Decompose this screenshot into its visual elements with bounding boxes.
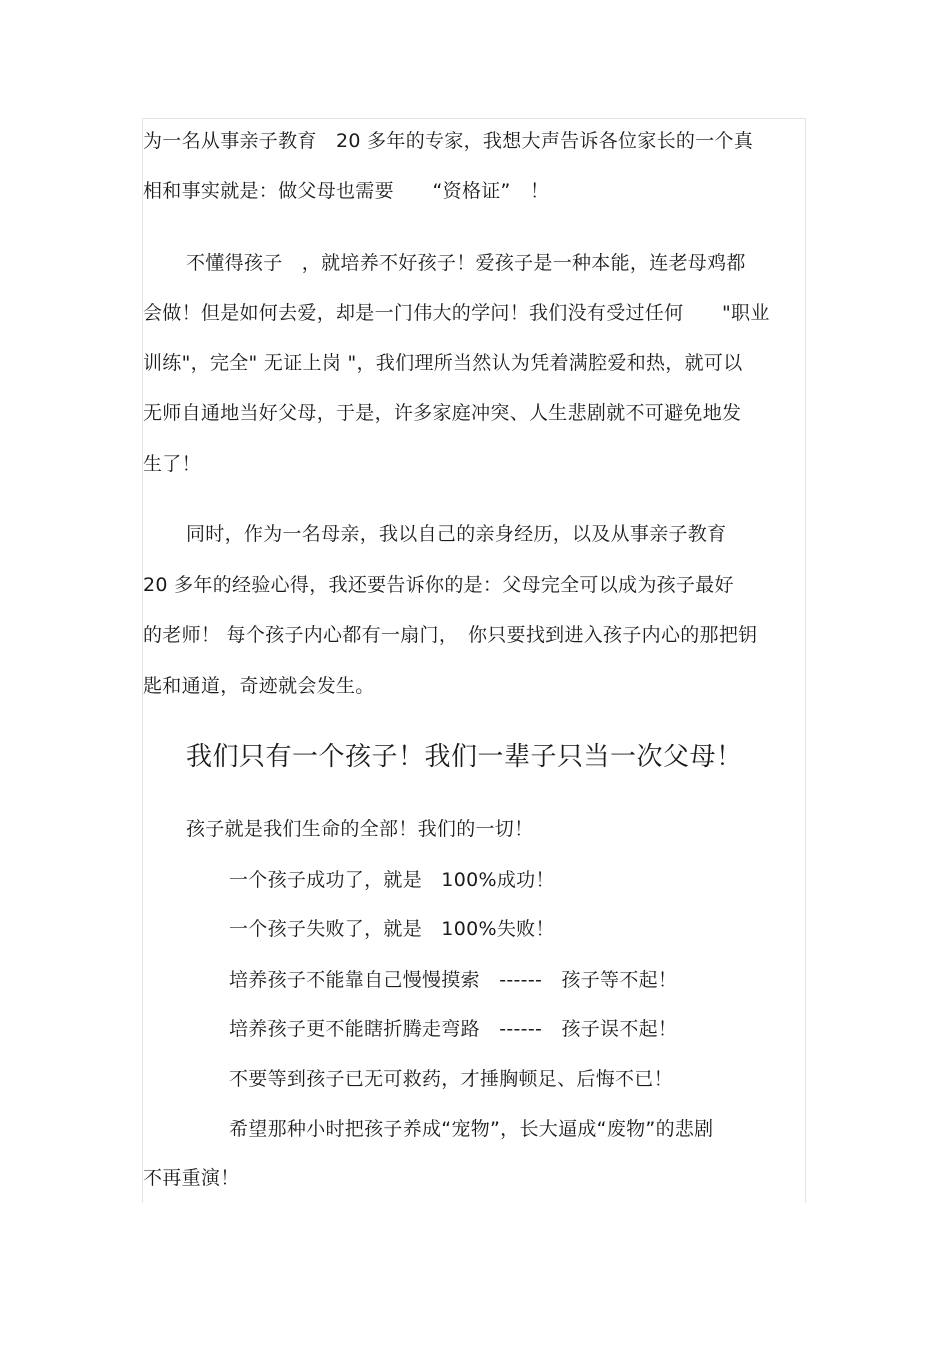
paragraph-2-line-3: 训练"，完全" 无证上岗 "，我们理所当然认为凭着满腔爱和热，就可以 (143, 352, 743, 374)
list-item-no-wait: 培养孩子不能靠自己慢慢摸索 ------ 孩子等不起！ (229, 969, 678, 991)
section-heading: 我们只有一个孩子！我们一辈子只当一次父母！ (186, 742, 743, 772)
paragraph-2-line-1: 不懂得孩子 ，就培养不好孩子！爱孩子是一种本能，连老母鸡都 (186, 252, 746, 274)
list-intro: 孩子就是我们生命的全部！我们的一切！ (186, 818, 534, 840)
list-item-no-detour: 培养孩子更不能瞎折腾走弯路 ------ 孩子误不起！ (229, 1018, 678, 1040)
list-item-hope-line-2: 不再重演！ (143, 1167, 240, 1189)
list-item-success: 一个孩子成功了，就是 100%成功！ (229, 869, 555, 891)
list-item-failure: 一个孩子失败了，就是 100%失败！ (229, 918, 555, 940)
paragraph-1-line-2: 相和事实就是：做父母也需要 “资格证” ！ (143, 180, 550, 202)
list-item-no-regret: 不要等到孩子已无可救药，才捶胸顿足、后悔不已！ (229, 1068, 673, 1090)
paragraph-3-line-2: 20 多年的经验心得，我还要告诉你的是：父母完全可以成为孩子最好 (143, 574, 734, 596)
paragraph-3-line-3: 的老师！ 每个孩子内心都有一扇门， 你只要找到进入孩子内心的那把钥 (143, 624, 758, 646)
paragraph-2-line-2: 会做！但是如何去爱，却是一门伟大的学问！我们没有受过任何 "职业 (143, 302, 770, 324)
paragraph-1-line-1: 为一名从事亲子教育 20 多年的专家，我想大声告诉各位家长的一个真 (143, 130, 754, 152)
paragraph-2-line-5: 生了！ (143, 453, 201, 475)
paragraph-2-line-4: 无师自通地当好父母，于是，许多家庭冲突、人生悲剧就不可避免地发 (143, 402, 742, 424)
list-item-hope-line-1: 希望那种小时把孩子养成“宠物”，长大逼成“废物”的悲剧 (229, 1118, 714, 1140)
paragraph-3-line-1: 同时，作为一名母亲，我以自己的亲身经历，以及从事亲子教育 (186, 523, 727, 545)
paragraph-3-line-4: 匙和通道，奇迹就会发生。 (143, 675, 375, 697)
